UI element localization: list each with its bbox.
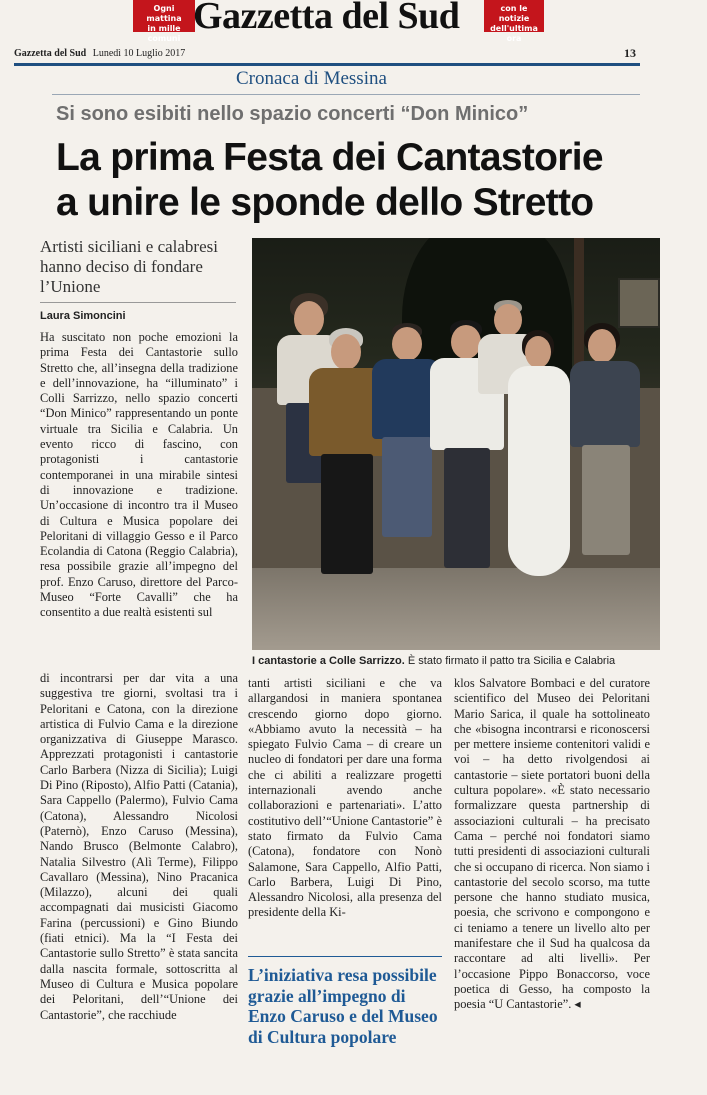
article-column-1-top — [40, 330, 238, 662]
article-subhead: Artisti siciliani e calabresi hanno deciso di fondare l’Unione — [40, 237, 218, 296]
masthead-tag-left-line2: in mille comuni — [147, 24, 181, 43]
folio-rule — [14, 63, 640, 66]
masthead-tag-left-line1: Ogni mattina — [146, 4, 182, 23]
section-rule — [52, 94, 640, 95]
caption-bold: I cantastorie a Colle Sarrizzo. — [252, 655, 405, 667]
pull-quote: L’iniziativa resa possibile grazie all’impegno di Enzo Caruso e del Museo di Cultura popolare — [248, 965, 438, 1047]
column-3-text: klos Salvatore Bombaci e del curatore scientifico del Museo dei Peloritani Mario Sarica, il quale ha sottolineato che «bisogna incontrarsi e riconoscersi per mettere insieme contenitori validi e voi – ha detto rivolgendosi ai cantastorie – siete portatori buoni della cultura popolare». «È stato necessario formalizzare questa partnership di associazioni culturali – ha precisato Cama – perché noi fondatori siamo tutti presidenti di associazioni culturali che si occupano di ricerca. Non siamo i cantastorie del secolo scorso, ma tutte persone che hanno studiato musica, poesia, che scrivono e compongono e ci teniamo a tenere un livello alto per manifestare che il Sud ha qualcosa da raccontare ad alti livelli». Per l’occasione Pippo Bonaccorso, voce poetica di Gesso, ha composto la poesia “U Cantastorie”. ◂ — [454, 676, 650, 1012]
masthead-tag-right-line2: dell'ultima ora — [490, 24, 538, 43]
folio-bar — [14, 48, 185, 59]
section-title: Cronaca di Messina — [236, 68, 387, 89]
photo-floor — [252, 568, 660, 650]
headline-line-2: a unire le sponde dello Stretto — [56, 181, 594, 224]
pull-quote-rule — [248, 956, 442, 957]
article-column-1-bottom — [40, 671, 238, 1085]
masthead-tag-right-line1: con le notizie — [498, 4, 530, 23]
article-byline: Laura Simoncini — [40, 310, 126, 322]
page-number: 13 — [624, 46, 636, 60]
article-kicker: Si sono esibiti nello spazio concerti “Don Minico” — [56, 103, 529, 125]
folio-paper-name: Gazzetta del Sud — [14, 48, 87, 59]
column-2-text: tanti artisti siciliani e che va allargandosi in maniera spontanea crescendo giorno dopo giorno. «Abbiamo avuto la necessità – ha spiegato Fulvio Cama – di creare un nucleo di fondatori per dare una forma che ci abiliti a realizzare progetti internazionali avendo anche collaborazioni e partenariati». L’atto costitutivo dell’“Unione Cantastorie” è stato firmato da Fulvio Cama (Catona), fondatore con Nonò Salamone, Sara Cappello, Alfio Patti, Carlo Barbera, Luigi Di Pino, Alessandro Nicolosi, alla presenza del presidente della Ki- — [248, 676, 442, 920]
masthead-tag-right — [484, 0, 544, 43]
folio-date: Lunedì 10 Luglio 2017 — [92, 48, 186, 59]
masthead-title: Gazzetta del Sud — [193, 0, 460, 37]
photo-poster — [618, 278, 660, 328]
article-column-2 — [248, 676, 442, 948]
article-column-3 — [454, 676, 650, 1088]
article-photo — [252, 238, 660, 650]
masthead-tag-left — [133, 0, 195, 43]
headline-line-1: La prima Festa dei Cantastorie — [56, 136, 603, 179]
article-headline — [56, 135, 656, 225]
subhead-rule — [40, 302, 236, 303]
photo-caption — [252, 655, 615, 667]
caption-text: È stato firmato il patto tra Sicilia e Calabria — [407, 655, 616, 667]
column-1-top-text: Ha suscitato non poche emozioni la prima Festa dei Cantastorie sullo Stretto che, all’insegna della tradizione e dell’innovazione, ha “illuminato” i Colli Sarrizzo, nello spazio concerti “Don Minico” rappresentando un ponte virtuale tra Sicilia e Calabria. Un evento ricco di fascino, con protagonisti i cantastorie contemporanei in una mirabile sintesi di innovazione e tradizione. Un’occasione di incontro tra il Museo di Cultura e Musica popolare dei Peloritani di villaggio Gesso e il Parco Ecolandia di Catona (Reggio Calabria), resa possibile grazie all’impegno del prof. Enzo Caruso, direttore del Parco-Museo “Forte Cavalli” che ha consentito a due realtà esistenti sul — [40, 330, 238, 620]
column-1-bottom-text: di incontrarsi per dar vita a una suggestiva tre giorni, svoltasi tra i Peloritani e Catona, con la direzione artistica di Fulvio Cama e la direzione organizzativa di Giuseppe Marasco. Apprezzati protagonisti i cantastorie Carlo Barbera (Nizza di Sicilia); Luigi Di Pino (Riposto), Alfio Patti (Catania), Sara Cappello (Palermo), Fulvio Cama (Catona), Alessandro Nicolosi (Paternò), Enzo Caruso (Messina), Nando Brusco (Belmonte Calabro), Natalia Silvestro (Alì Terme), Filippo Cavallaro (Messina), Nino Pracanica (Milazzo), alcuni dei quali accompagnati dai musicisti Giacomo Farina (percussioni) e Gino Biundo (fiati etnici). Ma la “I Festa dei Cantastorie sullo Stretto” è stata sancita dalla nascita formale, sottoscritta al Museo di Cultura e Musica popolare dei Peloritani, dell’“Unione dei Cantastorie”, che racchiude — [40, 671, 238, 1022]
